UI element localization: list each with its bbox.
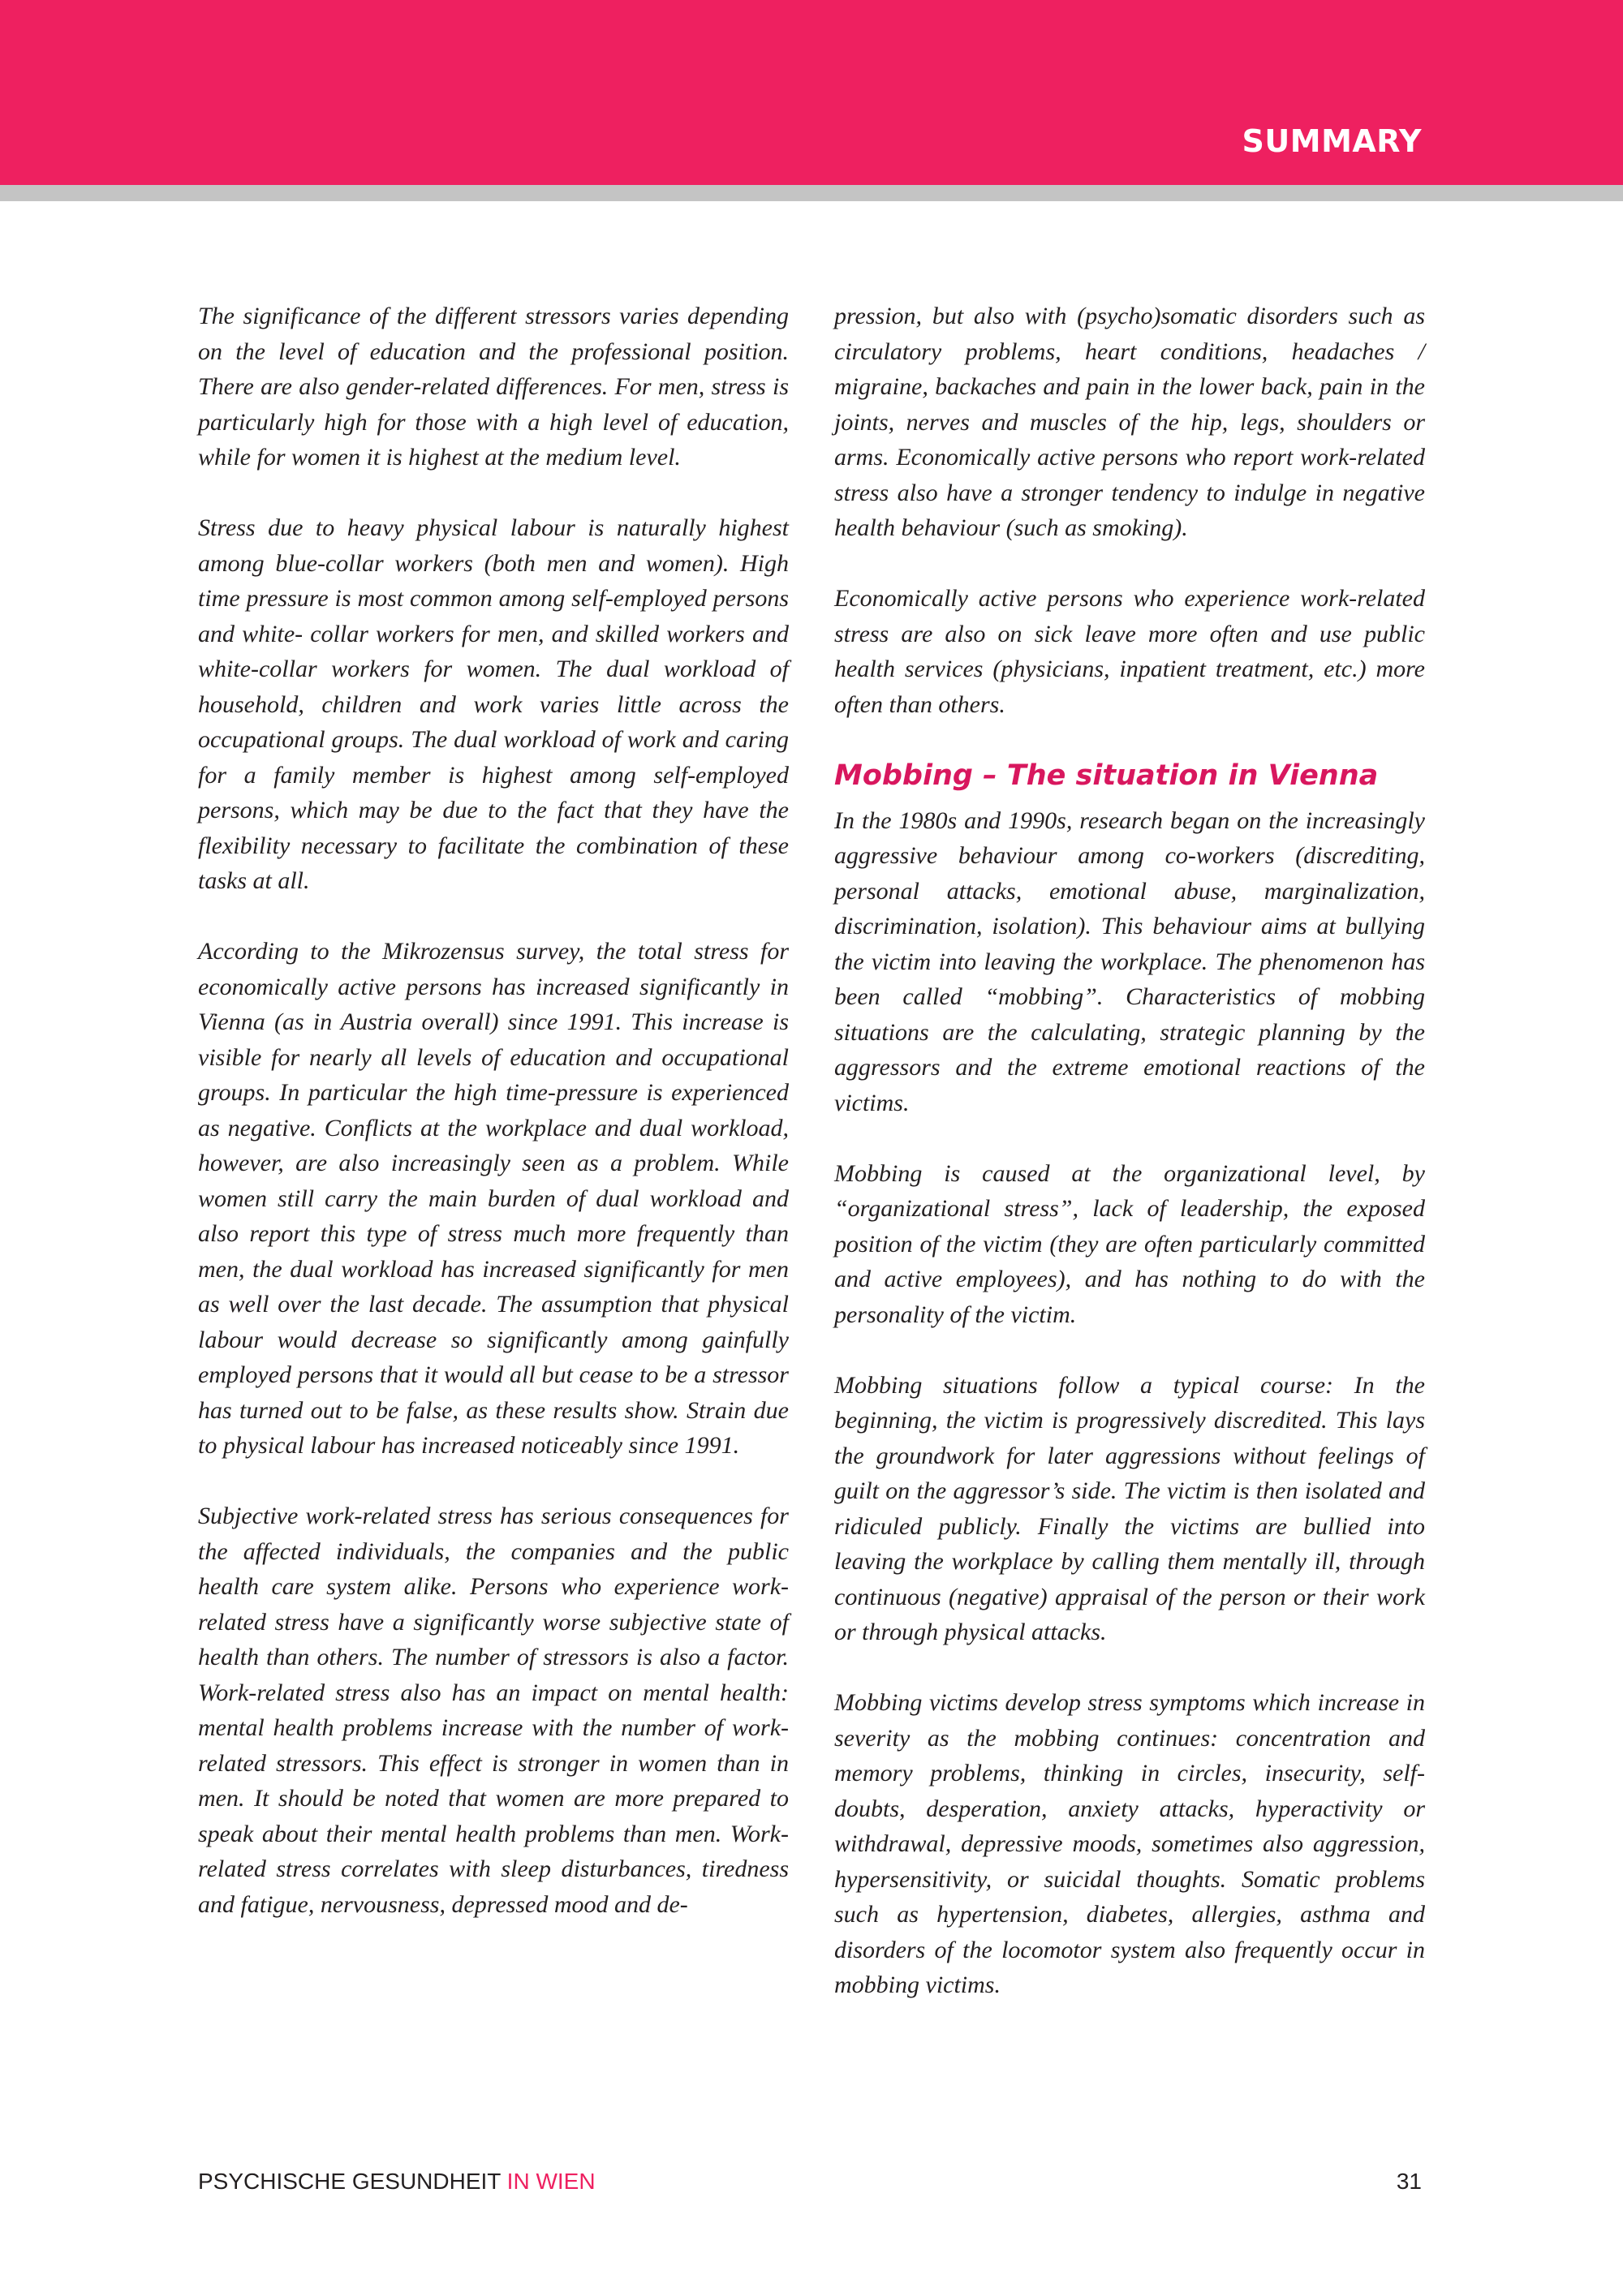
footer-publication-title [198, 2169, 596, 2195]
body-paragraph: The significance of the different stressors varies depending on the level of education and the professional position. There are also gender-related differences. For men, stress is particularly high for those with a high level of education, while for women it is highest at the medium level. [198, 303, 789, 471]
body-paragraph: pression, but also with (psycho)somatic disorders such as circulatory problems, heart conditions, headaches / migraine, backaches and pain in the lower back, pain in the joints, nerves and muscles of the hip, legs, shoulders or arms. Economically active persons who report work-related stress also have a stronger tendency to indulge in negative health behaviour (such as smoking). [834, 303, 1425, 541]
left-column [198, 299, 789, 1958]
section-subheading: Mobbing – The situation in Vienna [834, 759, 1379, 792]
right-column [834, 299, 1425, 2038]
body-paragraph: Mobbing is caused at the organizational level, by “organizational stress”, lack of leadership, the exposed position of the victim (they are often particularly committed and active employees), and has nothing to do with the personality of the victim. [834, 1159, 1425, 1328]
body-paragraph: Mobbing victims develop stress symptoms which increase in severity as the mobbing continues: concentration and memory problems, thinking in circles, insecurity, self-doubts, desperation, anxiety attacks, hyperactivity or withdrawal, depressive moods, sometimes also aggression, hypersensitivity, or suicidal thoughts. Somatic problems such as hypertension, diabetes, allergies, asthma and disorders of the locomotor system also frequently occur in mobbing victims. [834, 1689, 1425, 1998]
body-paragraph: Economically active persons who experience work-related stress are also on sick leave more often and use public health services (physicians, inpatient treatment, etc.) more often than others. [834, 585, 1425, 718]
section-title: SUMMARY [1242, 123, 1422, 159]
body-paragraph: Stress due to heavy physical labour is naturally highest among blue-collar workers (both men and women). High time pressure is most common among self-employed persons and white- collar workers for men, and skilled workers and white-collar workers for women. The dual workload of household, children and work varies little across the occupational groups. The dual workload of work and caring for a family member is highest among self-employed persons, which may be due to the fact that they have the flexibility necessary to facilitate the combination of these tasks at all. [198, 514, 789, 894]
header-divider [0, 185, 1623, 201]
page-number: 31 [1396, 2169, 1422, 2194]
body-paragraph: Subjective work-related stress has serious consequences for the affected individuals, the companies and the public health care system alike. Persons who experience work-related stress have a significantly worse subjective state of health than others. The number of stressors is also a factor. Work-related stress also has an impact on mental health: mental health problems increase with the number of work-related stressors. This effect is stronger in women than in men. It should be noted that women are more prepared to speak about their mental health problems than men. Work-related stress correlates with sleep disturbances, tiredness and fatigue, nervousness, depressed mood and de- [198, 1503, 789, 1918]
body-paragraph: Mobbing situations follow a typical course: In the beginning, the victim is progressively discredited. This lays the groundwork for later aggressions without feelings of guilt on the aggressor’s side. The victim is then isolated and ridiculed publicly. Finally the victims are bullied into leaving the workplace by calling them mentally ill, through continuous (negative) appraisal of the person or their work or through physical attacks. [834, 1371, 1425, 1645]
body-paragraph: In the 1980s and 1990s, research began on the increasingly aggressive behaviour among co-workers (discrediting, personal attacks, emotional abuse, marginalization, discrimination, isolation). This behaviour aims at bullying the victim into leaving the workplace. The phenomenon has been called “mobbing”. Characteristics of mobbing situations are the calculating, strategic planning by the aggressors and the extreme emotional reactions of the victims. [834, 806, 1425, 1116]
body-paragraph: According to the Mikrozensus survey, the total stress for economically active persons has increased significantly in Vienna (as in Austria overall) since 1991. This increase is visible for nearly all levels of education and occupational groups. In particular the high time-pressure is experienced as negative. Conflicts at the workplace and dual workload, however, are also increasingly seen as a problem. While women still carry the main burden of dual workload and also report this type of stress much more frequently than men, the dual workload has increased significantly for men as well over the last decade. The assumption that physical labour would decrease so significantly among gainfully employed persons that it would all but cease to be a stressor has turned out to be false, as these results show. Strain due to physical labour has increased noticeably since 1991. [198, 938, 789, 1459]
footer-title-accent: IN WIEN [506, 2169, 596, 2194]
footer-title-main: PSYCHISCHE GESUNDHEIT [198, 2169, 507, 2194]
